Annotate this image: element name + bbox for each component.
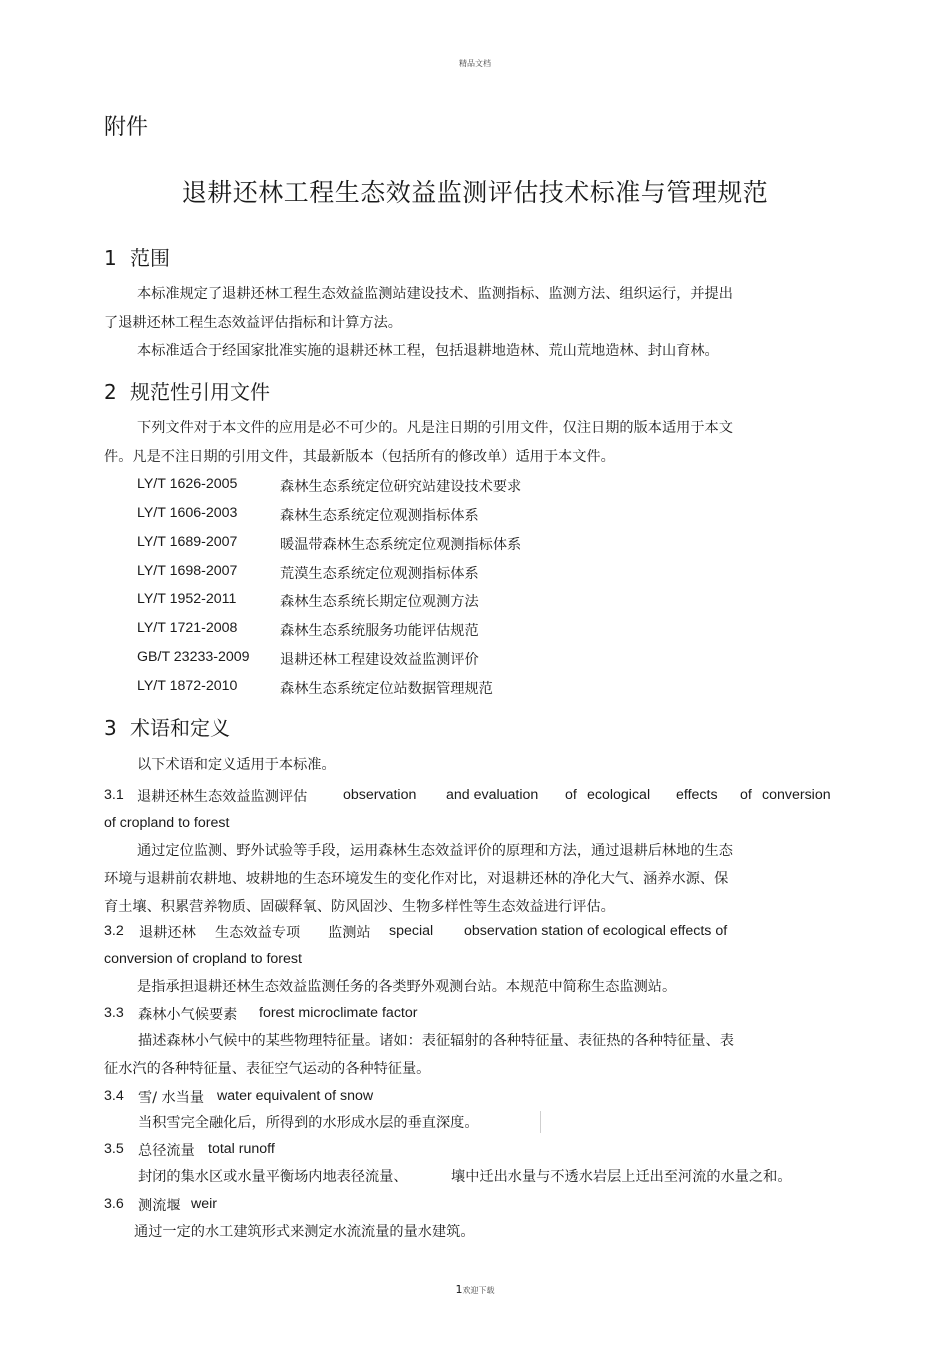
term-3-5-number: 3.5 (104, 1141, 124, 1157)
reference-item (0, 563, 950, 583)
paragraph: 以下术语和定义适用于本标准。 (137, 757, 336, 773)
section-number: 3 (104, 716, 117, 740)
reference-code: LY/T 1626-2005 (137, 476, 238, 492)
footer-text: 欢迎下载 (462, 1286, 495, 1295)
definition: 描述森林小气候中的某些物理特征量。诸如：表征辐射的各种特征量、表征热的各种特征量、表 (138, 1033, 734, 1049)
term-english-word: conversion (762, 787, 831, 803)
term-chinese: 雪/ 水当量 (138, 1090, 205, 1106)
term-english-word: effects (676, 787, 718, 803)
term-english: weir (191, 1196, 218, 1212)
term-chinese: 森林小气候要素 (138, 1007, 238, 1023)
reference-item (0, 678, 950, 698)
term-english-word: ecological (587, 787, 651, 803)
definition: 是指承担退耕还林生态效益监测任务的各类野外观测台站。本规范中简称生态监测站。 (137, 979, 677, 995)
section-1-heading (104, 242, 170, 271)
term-3-6-number: 3.6 (104, 1196, 124, 1212)
reference-item (0, 505, 950, 525)
definition: 封闭的集水区或水量平衡场内地表径流量、 (138, 1169, 408, 1185)
section-2-heading (104, 376, 270, 405)
term-english-continued: of cropland to forest (104, 815, 230, 831)
definition: 当积雪完全融化后，所得到的水形成水层的垂直深度。 (138, 1115, 479, 1131)
reference-code: LY/T 1689-2007 (137, 534, 238, 550)
reference-item (0, 649, 950, 669)
term-chinese: 测流堰 (138, 1198, 181, 1214)
reference-code: LY/T 1606-2003 (137, 505, 238, 521)
paragraph: 本标准适合于经国家批准实施的退耕还林工程，包括退耕地造林、荒山荒地造林、封山育林。 (137, 343, 719, 359)
reference-name: 森林生态系统服务功能评估规范 (280, 623, 479, 639)
term-chinese-part: 监测站 (328, 925, 371, 941)
term-english-word: of (565, 787, 577, 803)
term-chinese: 总径流量 (138, 1143, 195, 1159)
term-chinese-part: 退耕还林 (139, 925, 196, 941)
reference-code: LY/T 1952-2011 (137, 591, 237, 607)
reference-code: GB/T 23233-2009 (137, 649, 250, 665)
section-number: 1 (104, 246, 117, 270)
definition: 通过定位监测、野外试验等手段，运用森林生态效益评价的原理和方法，通过退耕后林地的生态 (137, 843, 733, 859)
term-3-3-number: 3.3 (104, 1005, 124, 1021)
term-english: water equivalent of snow (217, 1088, 374, 1104)
section-number: 2 (104, 380, 117, 404)
term-3-2-number: 3.2 (104, 923, 124, 939)
reference-code: LY/T 1872-2010 (137, 678, 238, 694)
term-english-continued: conversion of cropland to forest (104, 951, 302, 967)
definition: 通过一定的水工建筑形式来测定水流流量的量水建筑。 (134, 1224, 475, 1240)
annex-label: 附件 (104, 115, 149, 140)
definition: 环境与退耕前农耕地、坡耕地的生态环境发生的变化作对比，对退耕还林的净化大气、涵养水源、保 (104, 871, 729, 887)
divider (540, 1111, 541, 1133)
term-english-word: of (740, 787, 752, 803)
term-english-word: observation (343, 787, 417, 803)
paragraph: 本标准规定了退耕还林工程生态效益监测站建设技术、监测指标、监测方法、组织运行，并提出 (137, 286, 733, 302)
term-chinese-part: 生态效益专项 (215, 925, 301, 941)
term-english-word: special (389, 923, 434, 939)
reference-name: 森林生态系统长期定位观测方法 (280, 594, 479, 610)
reference-item (0, 476, 950, 496)
reference-code: LY/T 1698-2007 (137, 563, 238, 579)
term-english: total runoff (208, 1141, 275, 1157)
term-english-word: observation station of ecological effects of (464, 923, 728, 939)
section-title: 范围 (130, 246, 170, 270)
reference-item (0, 620, 950, 640)
paragraph: 了退耕还林工程生态效益评估指标和计算方法。 (104, 315, 402, 331)
term-3-1-chinese: 退耕还林生态效益监测评估 (137, 789, 308, 805)
document-title: 退耕还林工程生态效益监测评估技术标准与管理规范 (181, 178, 769, 207)
paragraph: 件。凡是不注日期的引用文件，其最新版本（包括所有的修改单）适用于本文件。 (104, 449, 615, 465)
definition: 育土壤、积累营养物质、固碳释氧、防风固沙、生物多样性等生态效益进行评估。 (104, 899, 615, 915)
reference-name: 森林生态系统定位站数据管理规范 (280, 681, 493, 697)
reference-item (0, 591, 950, 611)
section-title: 术语和定义 (130, 716, 230, 740)
section-3-heading (104, 712, 230, 741)
reference-name: 退耕还林工程建设效益监测评价 (280, 652, 479, 668)
reference-name: 森林生态系统定位研究站建设技术要求 (280, 479, 522, 495)
reference-name: 荒漠生态系统定位观测指标体系 (280, 566, 479, 582)
term-english-word: and evaluation (446, 787, 539, 803)
reference-item (0, 534, 950, 554)
definition: 征水汽的各种特征量、表征空气运动的各种特征量。 (104, 1061, 431, 1077)
term-3-1-number: 3.1 (104, 787, 124, 803)
page-footer (0, 1283, 950, 1296)
reference-name: 森林生态系统定位观测指标体系 (280, 508, 479, 524)
paragraph: 下列文件对于本文件的应用是必不可少的。凡是注日期的引用文件，仅注日期的版本适用于本文 (137, 420, 733, 436)
term-english: forest microclimate factor (259, 1005, 418, 1021)
definition: 壤中迁出水量与不透水岩层上迁出至河流的水量之和。 (451, 1169, 792, 1185)
term-3-4-number: 3.4 (104, 1088, 124, 1104)
reference-code: LY/T 1721-2008 (137, 620, 238, 636)
page-number: 1 (455, 1283, 463, 1296)
reference-name: 暖温带森林生态系统定位观测指标体系 (280, 537, 522, 553)
section-title: 规范性引用文件 (130, 380, 270, 404)
page-header: 精品文档 (459, 59, 491, 68)
